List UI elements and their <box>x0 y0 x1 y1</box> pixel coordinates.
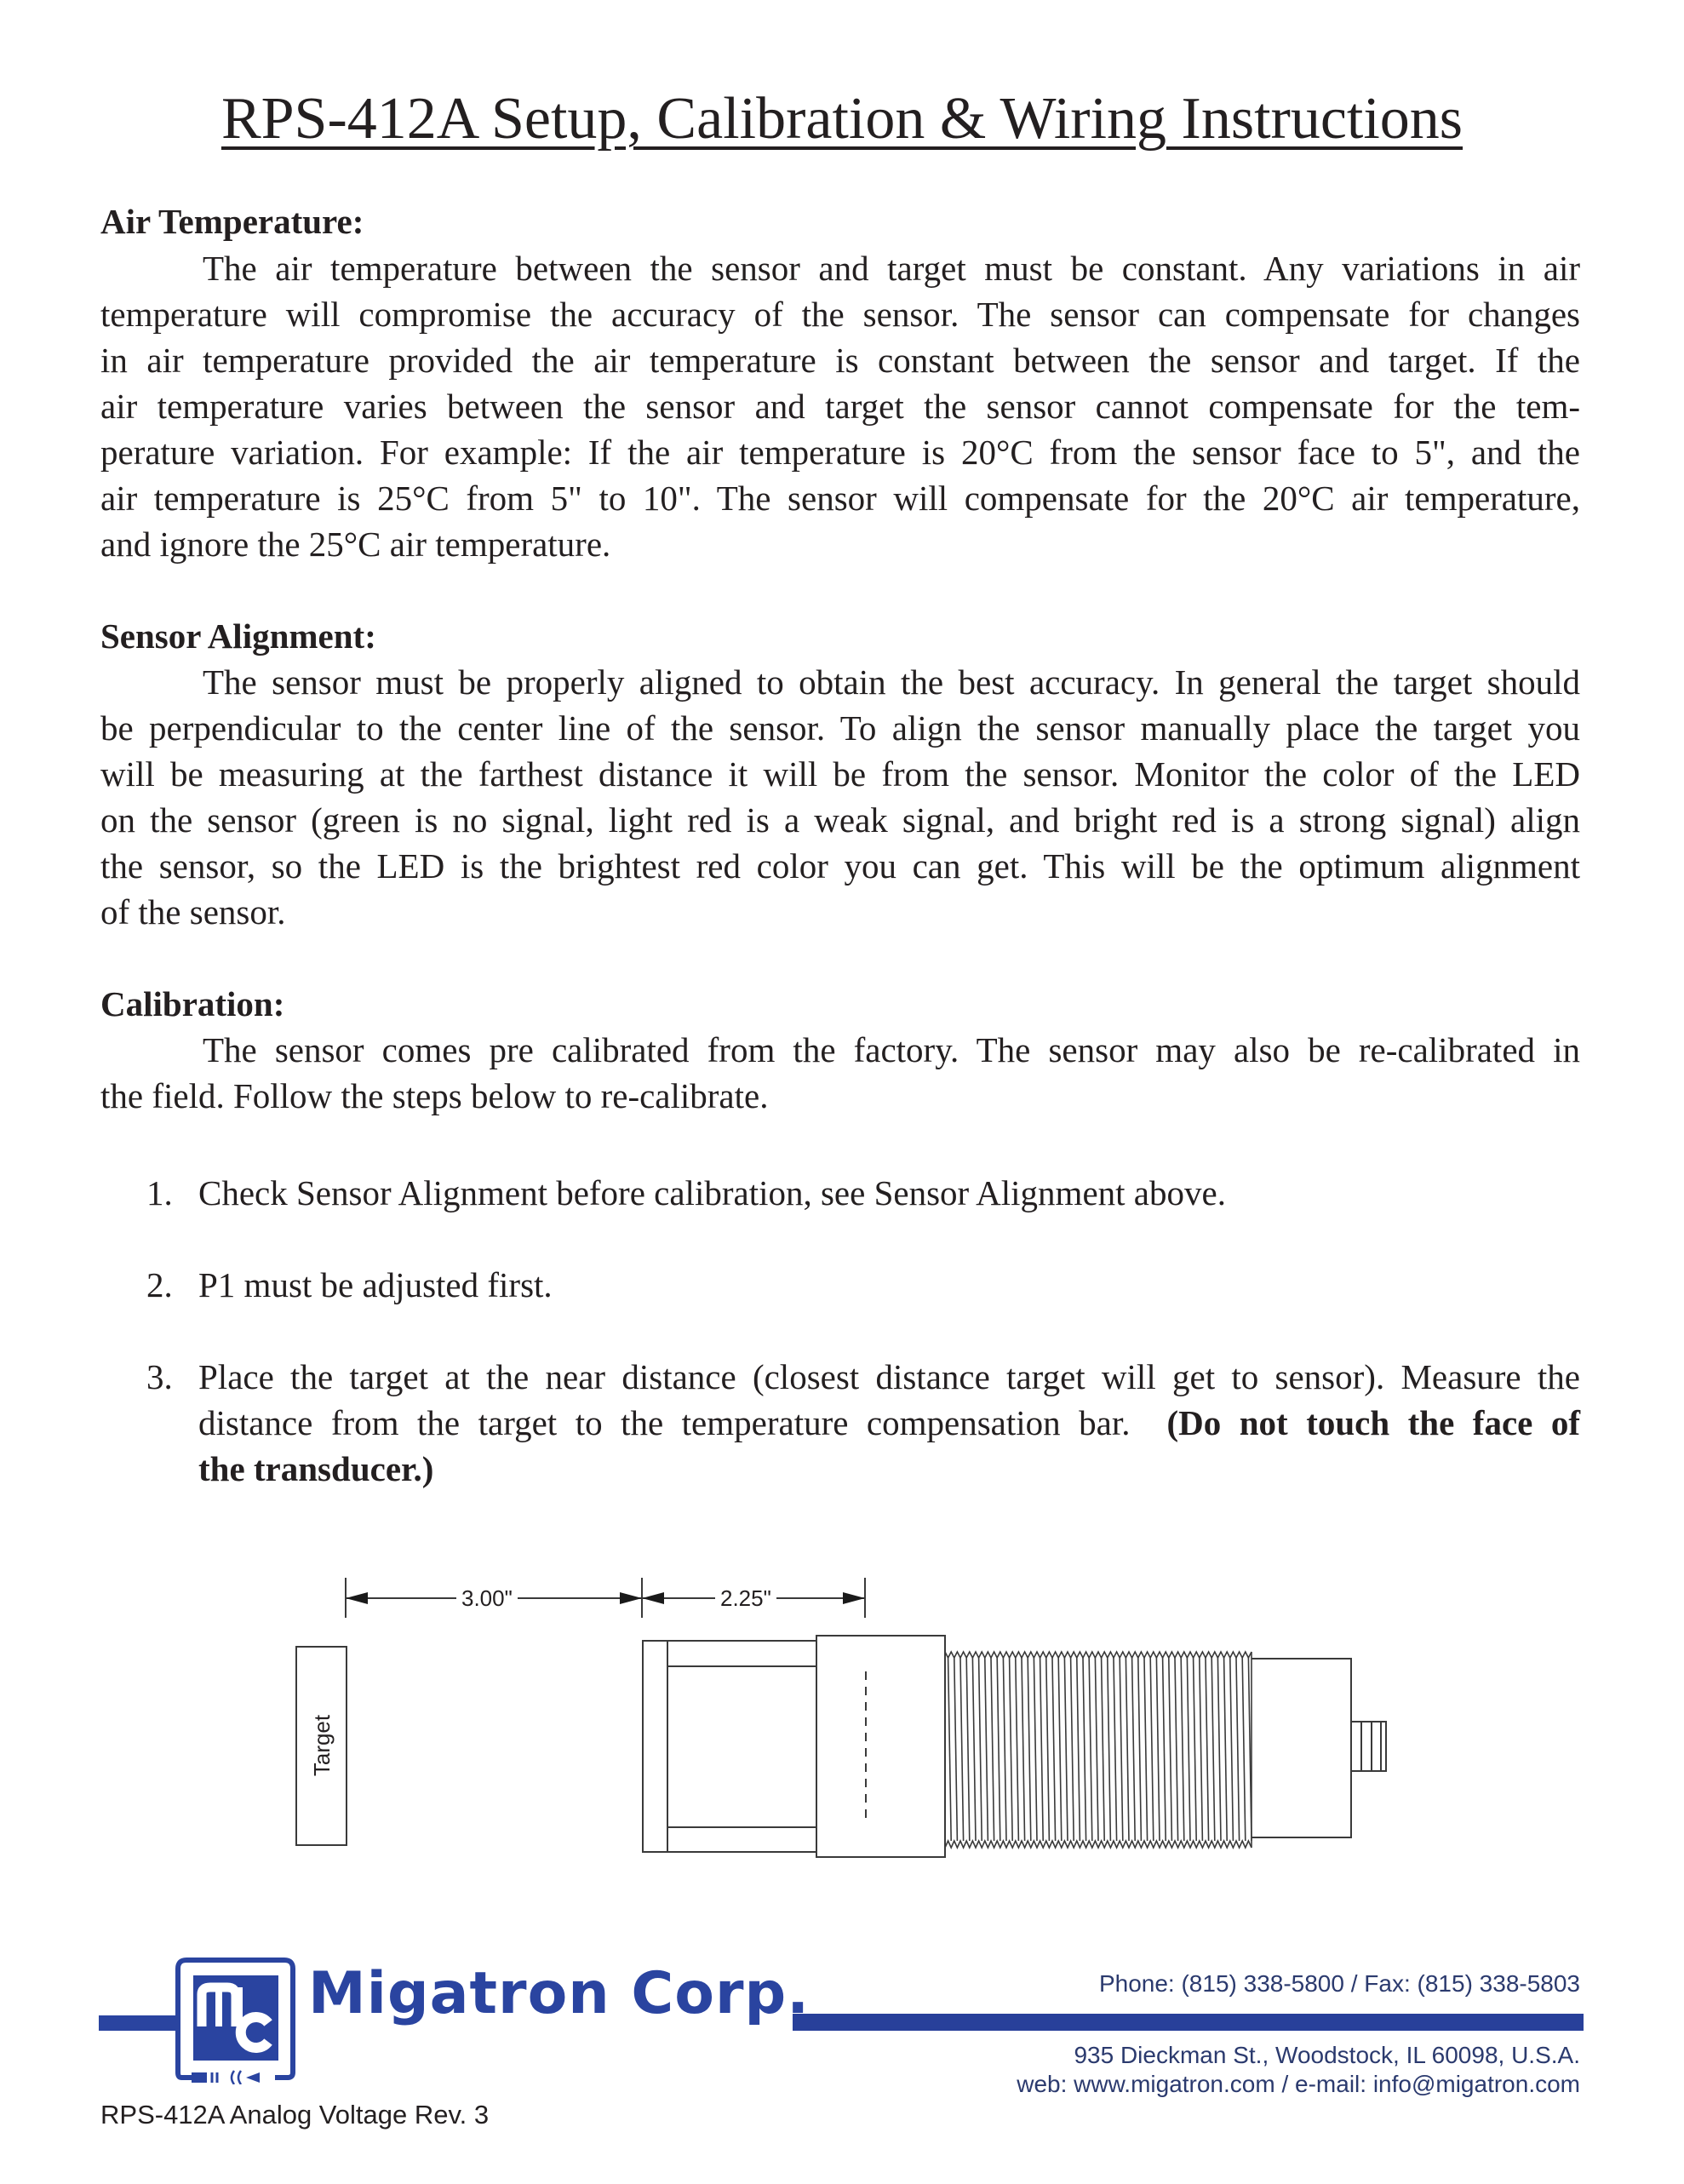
brand-name: Migatron Corp. <box>308 1960 810 2027</box>
paragraph-line: temperature will compromise the accuracy of the sensor. The sensor can compensate for changes <box>100 295 1580 334</box>
step-text <box>198 1400 1580 1446</box>
paragraph-line: perature variation. For example: If the air temperature is 20°C from the sensor face to 5", and the <box>100 433 1580 472</box>
page-title-text: RPS-412A Setup, Calibration & Wiring Instructions <box>221 86 1463 152</box>
step-number: 2. <box>146 1265 173 1304</box>
footer-bar-left <box>99 2015 177 2031</box>
step-text-normal: distance from the target to the temperature compensation bar. <box>198 1403 1167 1442</box>
step-number: 1. <box>146 1173 173 1212</box>
paragraph-line: air temperature is 25°C from 5" to 10". The sensor will compensate for the 20°C air temperature, <box>100 479 1580 518</box>
document-revision: RPS-412A Analog Voltage Rev. 3 <box>100 2100 490 2130</box>
step-text: P1 must be adjusted first. <box>198 1265 553 1304</box>
step-text <box>198 1446 1580 1492</box>
paragraph-line: on the sensor (green is no signal, light red is a weak signal, and bright red is a strong signal) align <box>100 800 1580 840</box>
paragraph-line: in air temperature provided the air temperature is constant between the sensor and target. If the <box>100 341 1580 380</box>
section-heading-sensor-alignment: Sensor Alignment: <box>100 616 376 656</box>
contact-web-email: web: www.migatron.com / e-mail: info@migatron.com <box>1017 2071 1580 2097</box>
paragraph-line: and ignore the 25°C air temperature. <box>100 525 611 564</box>
contact-address: 935 Dieckman St., Woodstock, IL 60098, U.S.A. <box>1074 2042 1580 2068</box>
section-heading-calibration: Calibration: <box>100 984 285 1023</box>
target-label: Target <box>309 1714 335 1777</box>
mc-logo-icon <box>175 1957 296 2084</box>
paragraph-line: the field. Follow the steps below to re-calibrate. <box>100 1076 769 1115</box>
step-number: 3. <box>146 1357 173 1396</box>
dimension-label-2-25in: 2.25" <box>715 1585 776 1611</box>
paragraph-line: air temperature varies between the sensor and target the sensor cannot compensate for the tem- <box>100 387 1580 426</box>
contact-phone-fax: Phone: (815) 338-5800 / Fax: (815) 338-5803 <box>1098 1970 1580 1997</box>
migatron-logo <box>175 1957 296 2084</box>
step-text: Check Sensor Alignment before calibration, see Sensor Alignment above. <box>198 1173 1226 1212</box>
paragraph-line: of the sensor. <box>100 892 286 931</box>
dimension-label-3in: 3.00" <box>456 1585 518 1611</box>
step-text: Place the target at the near distance (closest distance target will get to sensor). Measure the <box>198 1357 1580 1396</box>
paragraph-line: the sensor, so the LED is the brightest red color you can get. This will be the optimum alignment <box>100 846 1580 886</box>
page-title <box>0 85 1684 153</box>
footer-bar-right <box>793 2014 1584 2031</box>
paragraph-line: be perpendicular to the center line of the sensor. To align the sensor manually place the target you <box>100 708 1580 748</box>
paragraph-line: The sensor comes pre calibrated from the factory. The sensor may also be re-calibrated in <box>203 1030 1580 1069</box>
section-heading-air-temperature: Air Temperature: <box>100 202 364 241</box>
paragraph-line: The air temperature between the sensor and target must be constant. Any variations in air <box>203 249 1580 288</box>
step-warning-bold: the transducer.) <box>198 1449 434 1488</box>
paragraph-line: The sensor must be properly aligned to obtain the best accuracy. In general the target should <box>203 662 1580 702</box>
paragraph-line: will be measuring at the farthest distance it will be from the sensor. Monitor the color of the LED <box>100 754 1580 794</box>
step-warning-bold: (Do not touch the face of <box>1166 1403 1580 1442</box>
